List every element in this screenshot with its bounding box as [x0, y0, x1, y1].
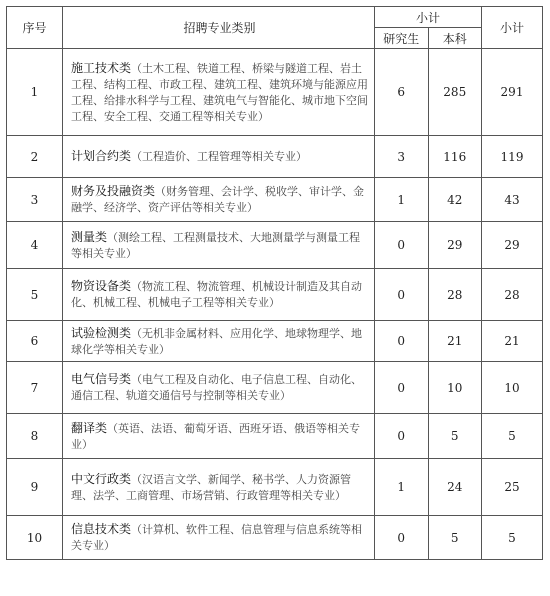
header-subtotal-group: 小计 — [375, 7, 482, 28]
major-description: （土木工程、铁道工程、桥梁与隧道工程、岩土工程、结构工程、市政工程、建筑工程、建筑环境与能源应用工程、给排水科学与工程、建筑电气与智能化、城市地下空间工程、安全工程、交通工程等相关专业） — [71, 61, 368, 123]
major-description: （电气工程及自动化、电子信息工程、自动化、通信工程、轨道交通信号与控制等相关专业） — [71, 373, 363, 402]
recruitment-table — [6, 6, 543, 560]
header-graduate: 研究生 — [375, 28, 429, 49]
major-category: 财务及投融资类 — [71, 184, 156, 198]
table-row — [7, 459, 543, 516]
row-major — [63, 362, 375, 414]
major-description: （计算机、软件工程、信息管理与信息系统等相关专业） — [71, 523, 363, 552]
row-total: 25 — [482, 459, 543, 516]
row-graduate: 1 — [375, 178, 429, 222]
row-total: 5 — [482, 414, 543, 459]
row-total: 28 — [482, 269, 543, 321]
row-undergraduate: 10 — [428, 362, 482, 414]
table-row — [7, 414, 543, 459]
major-category: 试验检测类 — [71, 325, 132, 340]
row-index: 10 — [7, 516, 63, 560]
major-description: （无机非金属材料、应用化学、地球物理学、地球化学等相关专业） — [71, 326, 363, 356]
row-undergraduate: 5 — [428, 414, 482, 459]
row-graduate: 6 — [375, 49, 429, 136]
header-row-top — [7, 7, 543, 28]
row-graduate: 0 — [375, 269, 429, 321]
row-graduate: 1 — [375, 459, 429, 516]
row-graduate: 0 — [375, 516, 429, 560]
header-major: 招聘专业类别 — [63, 7, 375, 49]
row-total: 119 — [482, 136, 543, 178]
table-row — [7, 178, 543, 222]
header-index: 序号 — [7, 7, 63, 49]
row-major — [63, 459, 375, 516]
row-graduate: 0 — [375, 414, 429, 459]
major-description: （汉语言文学、新闻学、秘书学、人力资源管理、法学、工商管理、市场营销、行政管理等相关专业） — [71, 472, 352, 502]
row-major — [63, 321, 375, 362]
table-row — [7, 136, 543, 178]
row-undergraduate: 5 — [428, 516, 482, 560]
major-category: 中文行政类 — [71, 471, 132, 486]
row-graduate: 3 — [375, 136, 429, 178]
row-undergraduate: 116 — [428, 136, 482, 178]
row-undergraduate: 42 — [428, 178, 482, 222]
row-undergraduate: 28 — [428, 269, 482, 321]
row-index: 3 — [7, 178, 63, 222]
row-index: 1 — [7, 49, 63, 136]
row-index: 7 — [7, 362, 63, 414]
major-category: 电气信号类 — [71, 372, 132, 386]
row-index: 2 — [7, 136, 63, 178]
table-row — [7, 362, 543, 414]
major-category: 测量类 — [71, 229, 108, 244]
row-total: 10 — [482, 362, 543, 414]
row-total: 43 — [482, 178, 543, 222]
row-undergraduate: 29 — [428, 222, 482, 269]
row-total: 5 — [482, 516, 543, 560]
major-category: 翻译类 — [71, 420, 108, 435]
row-undergraduate: 285 — [428, 49, 482, 136]
major-description: （财务管理、会计学、税收学、审计学、金融学、经济学、资产评估等相关专业） — [71, 185, 365, 214]
row-major — [63, 136, 375, 178]
major-description: （测绘工程、工程测量技术、大地测量学与测量工程等相关专业） — [71, 230, 361, 260]
row-index: 5 — [7, 269, 63, 321]
table-row — [7, 222, 543, 269]
row-index: 4 — [7, 222, 63, 269]
row-major — [63, 178, 375, 222]
major-description: （物流工程、物流管理、机械设计制造及其自动化、机械工程、机械电子工程等相关专业） — [71, 280, 363, 309]
row-major — [63, 516, 375, 560]
major-description: （工程造价、工程管理等相关专业） — [131, 150, 308, 163]
row-major — [63, 414, 375, 459]
major-category: 计划合约类 — [71, 149, 132, 163]
major-description: （英语、法语、葡萄牙语、西班牙语、俄语等相关专业） — [71, 421, 361, 451]
row-undergraduate: 24 — [428, 459, 482, 516]
major-category: 信息技术类 — [71, 522, 132, 536]
table-row — [7, 516, 543, 560]
row-total: 21 — [482, 321, 543, 362]
row-graduate: 0 — [375, 362, 429, 414]
table-row — [7, 49, 543, 136]
header-undergraduate: 本科 — [428, 28, 482, 49]
header-total: 小计 — [482, 7, 543, 49]
row-graduate: 0 — [375, 321, 429, 362]
row-graduate: 0 — [375, 222, 429, 269]
recruitment-table-container — [6, 6, 543, 560]
row-total: 29 — [482, 222, 543, 269]
row-major — [63, 222, 375, 269]
major-category: 施工技术类 — [71, 60, 132, 75]
row-major — [63, 49, 375, 136]
row-total: 291 — [482, 49, 543, 136]
row-index: 9 — [7, 459, 63, 516]
row-index: 8 — [7, 414, 63, 459]
row-major — [63, 269, 375, 321]
major-category: 物资设备类 — [71, 279, 132, 293]
table-row — [7, 321, 543, 362]
row-undergraduate: 21 — [428, 321, 482, 362]
row-index: 6 — [7, 321, 63, 362]
table-row — [7, 269, 543, 321]
